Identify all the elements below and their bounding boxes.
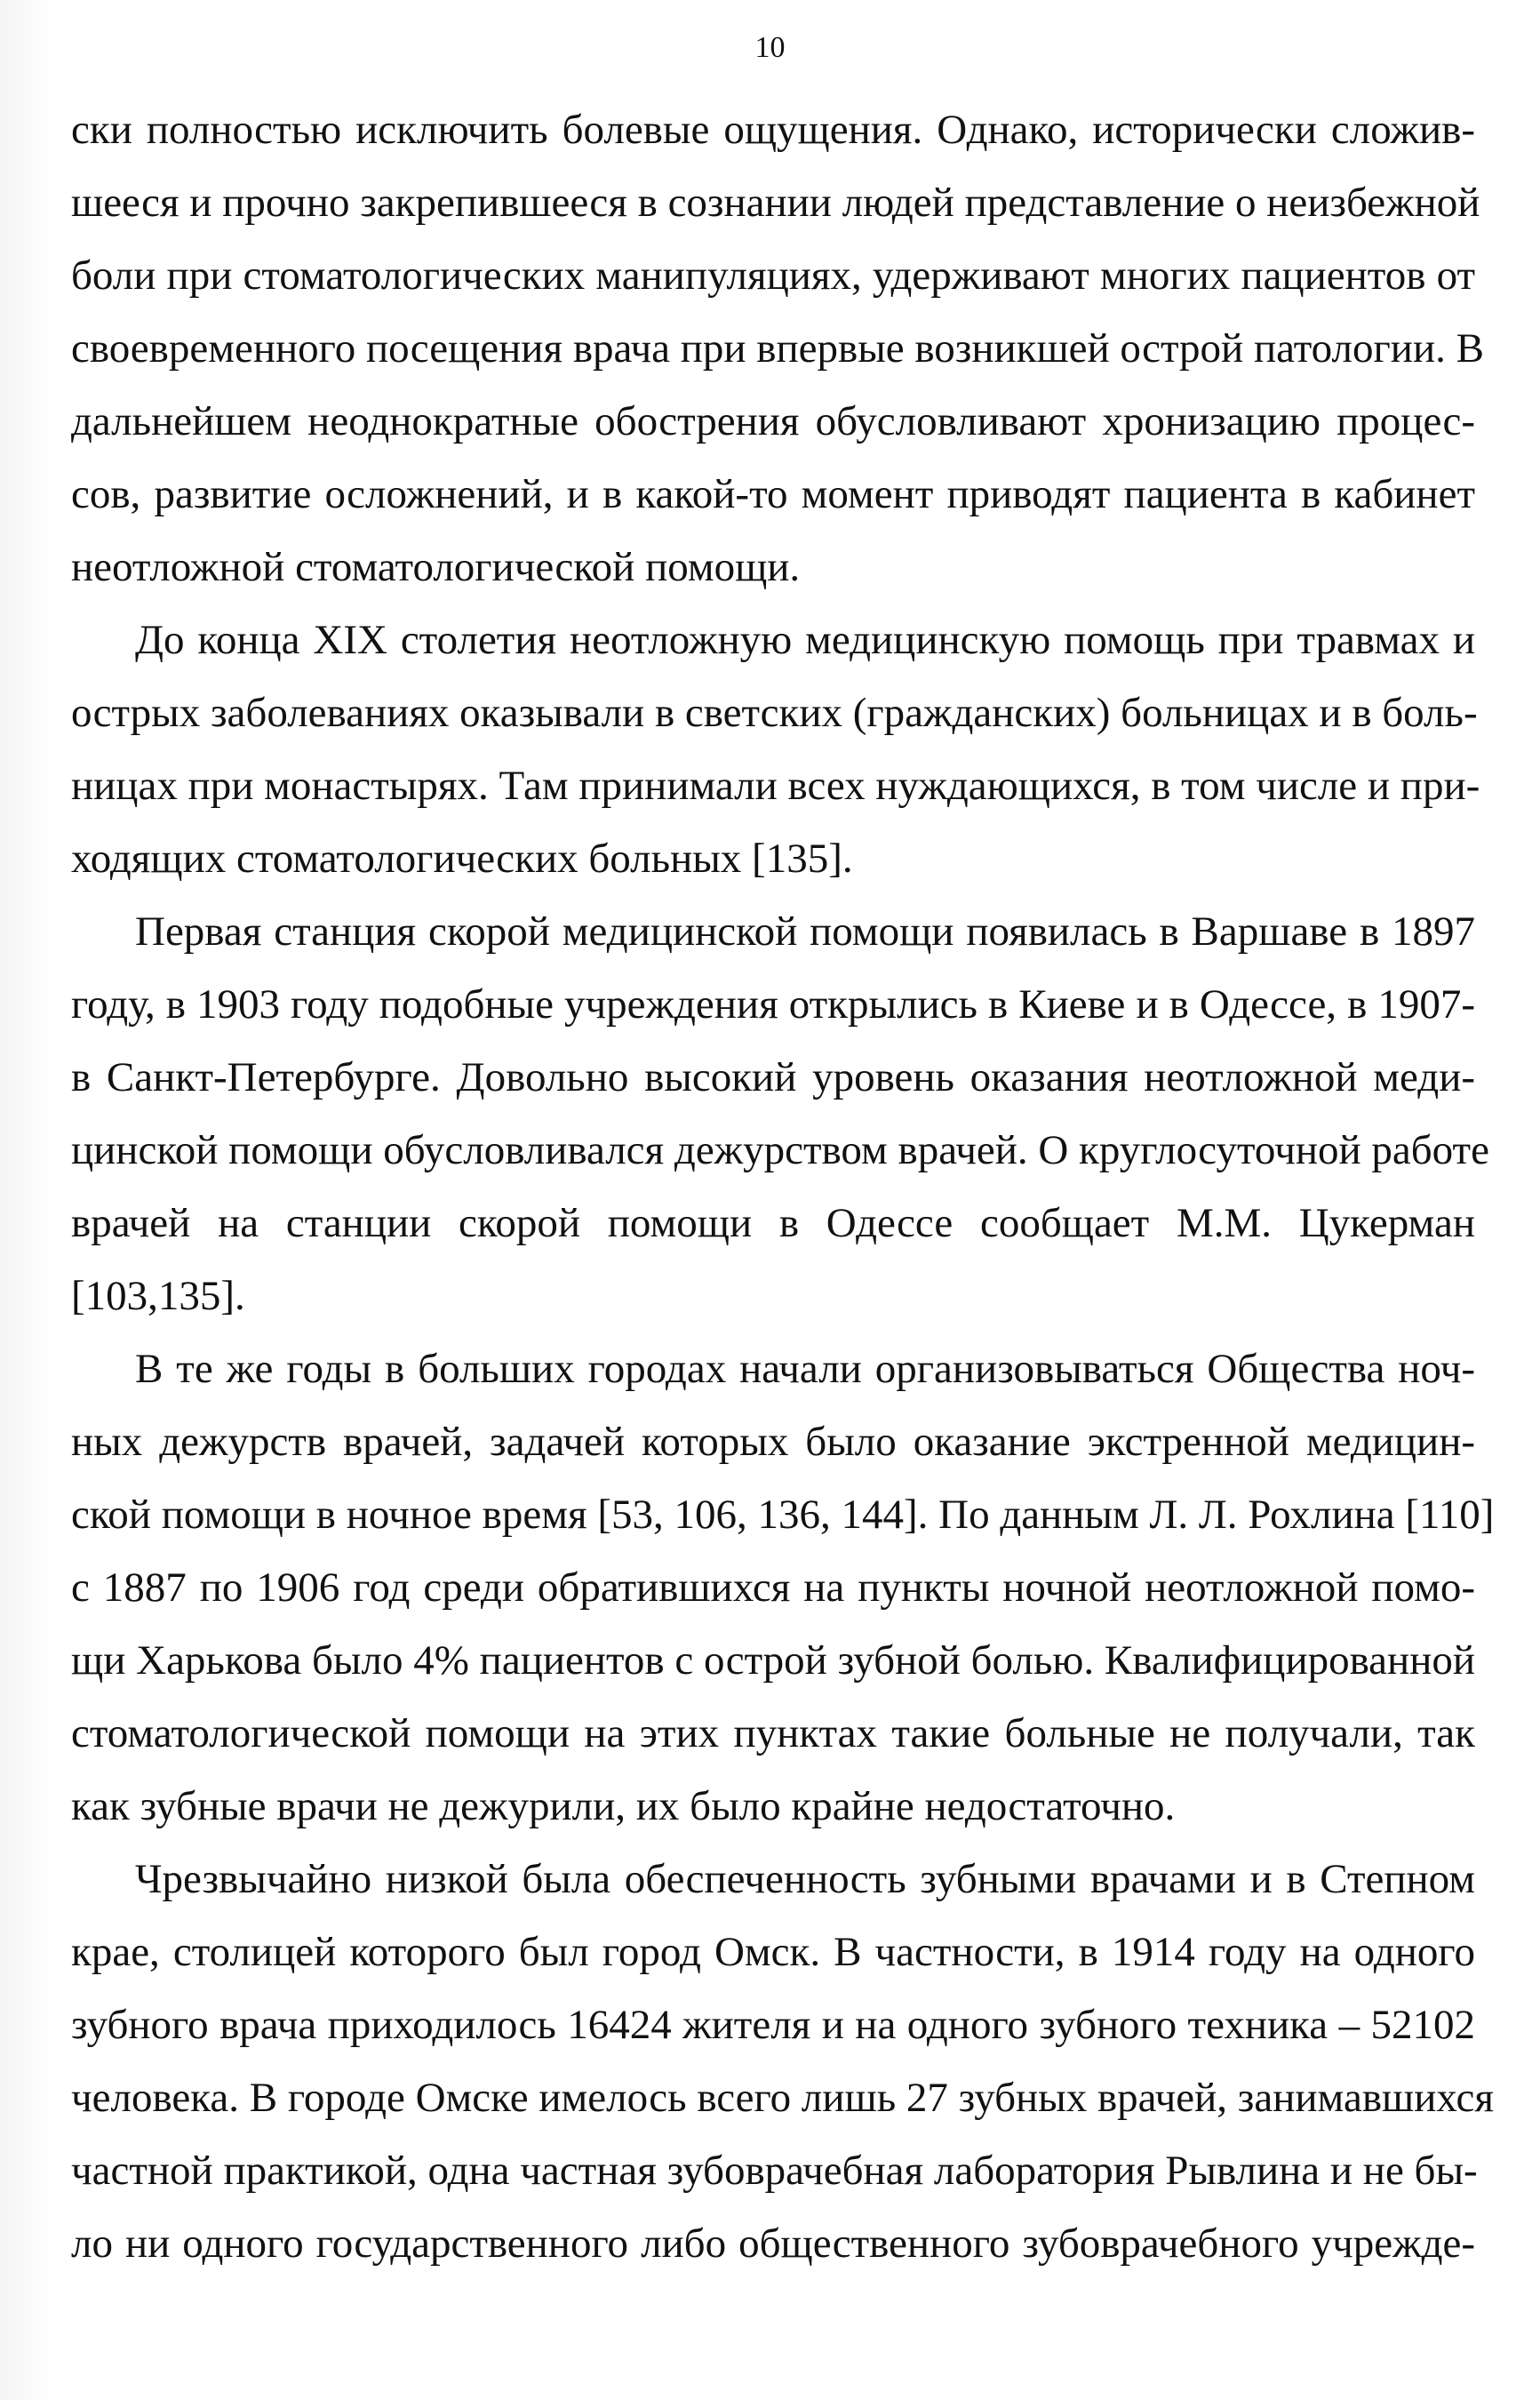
text-line: ской помощи в ночное время [53, 106, 136, 144]. По данным Л. Л. Рохлина [110] <box>71 1492 1495 1538</box>
text-line: цинской помощи обусловливался дежурством врачей. О круглосуточной работе <box>71 1127 1489 1173</box>
text-line: щи Харькова было 4% пациентов с острой зубной болью. Квалифицированной <box>71 1637 1475 1684</box>
text-line: своевременного посещения врача при впервые возникшей острой патологии. В <box>71 325 1484 372</box>
text-line: ло ни одного государственного либо общественного зубоврачебного учрежде- <box>71 2220 1475 2267</box>
page-number: 10 <box>754 31 786 64</box>
paragraph <box>71 93 1484 604</box>
text-line: неотложной стоматологической помощи. <box>71 544 801 590</box>
text-line: ходящих стоматологических больных [135]. <box>71 836 853 882</box>
text-line: шееся и прочно закрепившееся в сознании людей представление о неизбежной <box>71 180 1480 226</box>
paragraph <box>71 895 1489 1332</box>
paragraph <box>71 604 1480 895</box>
text-line: дальнейшем неоднократные обострения обусловливают хронизацию процес- <box>71 398 1475 444</box>
paragraph <box>71 1843 1494 2280</box>
text-line: Первая станция скорой медицинской помощи появилась в Варшаве в 1897 <box>135 908 1475 955</box>
text-line: ски полностью исключить болевые ощущения. Однако, исторически сложив- <box>71 107 1475 153</box>
text-line: [103,135]. <box>71 1273 245 1319</box>
text-line: боли при стоматологических манипуляциях, удерживают многих пациентов от <box>71 252 1475 299</box>
scan-edge-shadow <box>0 0 53 2400</box>
text-line: сов, развитие осложнений, и в какой-то момент приводят пациента в кабинет <box>71 471 1475 517</box>
text-line: Чрезвычайно низкой была обеспеченность зубными врачами и в Степном <box>135 1856 1475 1902</box>
text-line: В те же годы в больших городах начали организовываться Общества ноч- <box>135 1346 1475 1392</box>
text-line: зубного врача приходилось 16424 жителя и на одного зубного техника – 52102 <box>71 2002 1475 2048</box>
text-line: До конца XIX столетия неотложную медицинскую помощь при травмах и <box>135 617 1475 663</box>
text-line: как зубные врачи не дежурили, их было крайне недостаточно. <box>71 1783 1176 1829</box>
text-line: человека. В городе Омске имелось всего лишь 27 зубных врачей, занимавшихся <box>71 2075 1494 2121</box>
text-line: острых заболеваниях оказывали в светских (гражданских) больницах и в боль- <box>71 690 1478 736</box>
text-line: стоматологической помощи на этих пунктах такие больные не получали, так <box>71 1710 1475 1756</box>
text-line: ницах при монастырях. Там принимали всех нуждающихся, в том числе и при- <box>71 763 1480 809</box>
text-line: частной практикой, одна частная зубоврачебная лаборатория Рывлина и не бы- <box>71 2148 1478 2194</box>
text-line: году, в 1903 году подобные учреждения открылись в Киеве и в Одессе, в 1907- <box>71 981 1475 1028</box>
text-line: с 1887 по 1906 год среди обратившихся на пункты ночной неотложной помо- <box>71 1564 1475 1611</box>
document-body <box>71 93 1495 2280</box>
text-line: ных дежурств врачей, задачей которых было оказание экстренной медицин- <box>71 1419 1475 1465</box>
paragraph <box>71 1332 1495 1843</box>
text-line: врачей на станции скорой помощи в Одессе сообщает М.М. Цукерман <box>71 1200 1475 1246</box>
text-line: в Санкт-Петербурге. Довольно высокий уровень оказания неотложной меди- <box>71 1054 1475 1100</box>
text-line: крае, столицей которого был город Омск. В частности, в 1914 году на одного <box>71 1929 1475 1975</box>
